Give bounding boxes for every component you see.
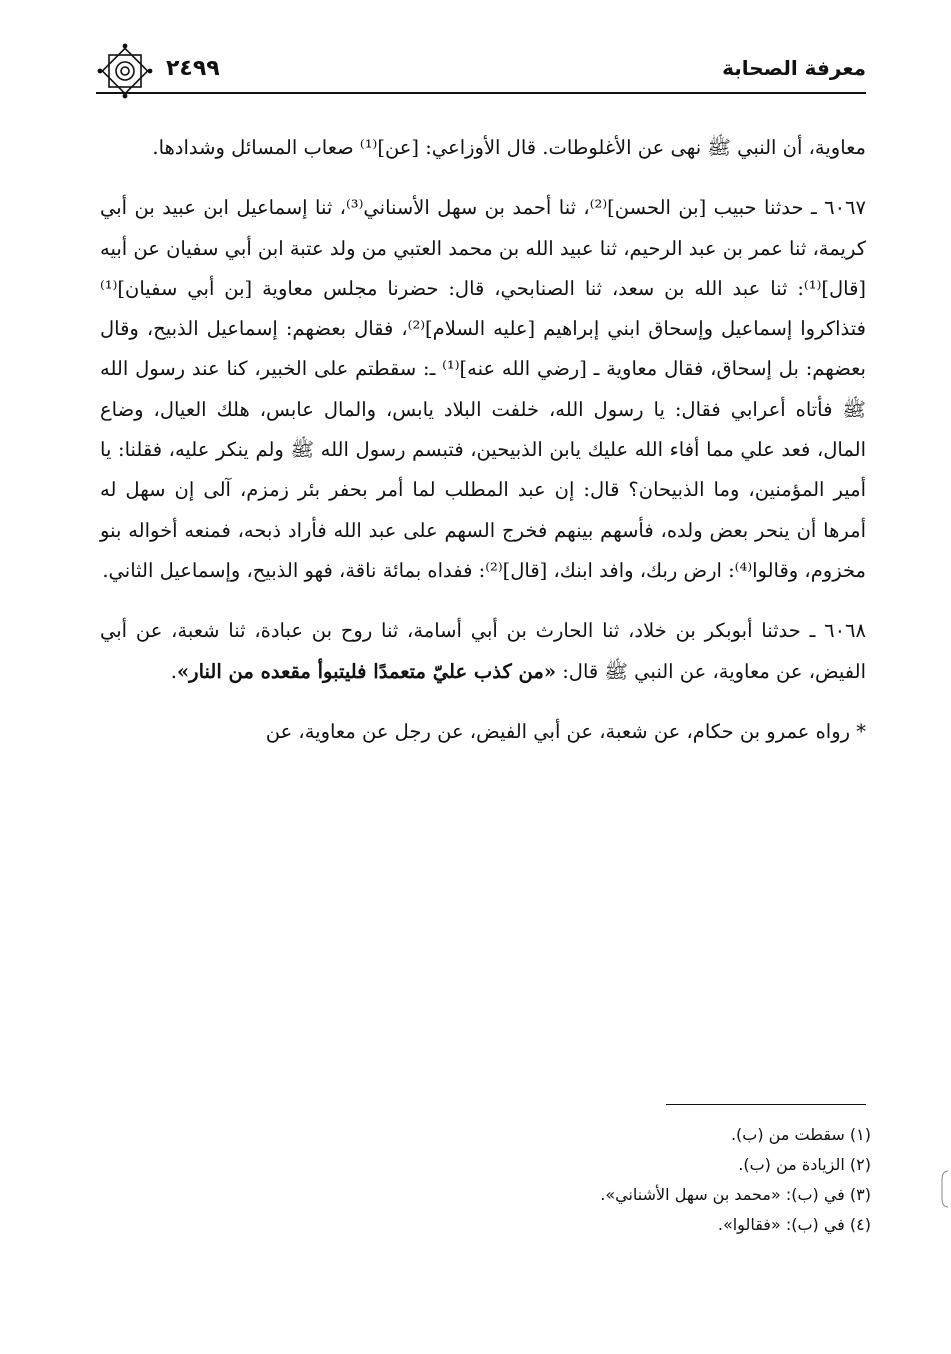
header-divider (96, 92, 866, 94)
page-number: ٢٤٩٩ (166, 56, 220, 81)
footnote-4: (٤) في (ب): «فقالوا». (717, 1215, 871, 1234)
narration-note: * رواه عمرو بن حكام، عن شعبة، عن أبي الفيض، عن رجل عن معاوية، عن (265, 719, 866, 743)
page-header (96, 44, 866, 92)
paragraph-continuation: معاوية، أن النبي ﷺ نهى عن الأغلوطات. قال الأوزاعي: [عن]⁽¹⁾ صعاب المسائل وشدادها. (152, 136, 866, 159)
hadith-6068-end: . (170, 659, 177, 683)
footnote-3: (٣) في (ب): «محمد بن سهل الأشناني». (600, 1185, 871, 1204)
footnote-divider (666, 1104, 866, 1105)
footnote-2: (٢) الزيادة من (ب). (738, 1155, 871, 1174)
footnote-1: (١) سقطت من (ب). (730, 1125, 871, 1144)
main-text (100, 128, 866, 752)
hadith-6068-isnad: ٦٠٦٨ ـ حدثنا أبوبكر بن خلاد، ثنا الحارث بن أبي أسامة، ثنا روح بن عبادة، ثنا شعبة، عن أبي الفيض، عن معاوية، عن النبي ﷺ قال: (100, 619, 867, 683)
hadith-6068 (100, 611, 866, 692)
hadith-6068-matn: «من كذب عليّ متعمدًا فليتبوأ مقعده من النار» (176, 659, 557, 683)
running-title: معرفة الصحابة (722, 56, 866, 80)
footnotes (300, 1120, 871, 1240)
margin-bracket-icon (941, 1170, 949, 1208)
hadith-6067: ٦٠٦٧ ـ حدثنا حبيب [بن الحسن]⁽²⁾، ثنا أحمد بن سهل الأسناني⁽³⁾، ثنا إسماعيل ابن عبيد بن أبي كريمة، ثنا عمر بن عبد الرحيم، ثنا عبيد الله بن محمد العتبي من ولد عتبة ابن أبي سفيان عن أبيه [قال]⁽¹⁾: ثنا عبد الله بن سعد، ثنا الصنابحي، قال: حضرنا مجلس معاوية [بن أبي سفيان]⁽¹⁾ فتذاكروا إسماعيل وإسحاق ابني إبراهيم [عليه السلام]⁽²⁾، فقال بعضهم: إسماعيل الذبيح، وقال بعضهم: بل إسحاق، فقال معاوية ـ [رضي الله عنه]⁽¹⁾ ـ: سقطتم على الخبير، كنا عند رسول الله ﷺ فأتاه أعرابي فقال: يا رسول الله، خلفت البلاد يابس، والمال عابس، هلك العيال، وضاع المال، فعد علي مما أفاء الله عليك يابن الذبيحين، فتبسم رسول الله ﷺ ولم ينكر عليه، فقلنا: يا أمير المؤمنين، وما الذبيحان؟ قال: إن عبد المطلب لما أمر بحفر بئر زمزم، آلى إن سهل له أمرها أن ينحر بعض ولده، فأسهم بينهم فخرج السهم على عبد الله فأراد ذبحه، فمنعه أخواله بنو مخزوم، وقالوا⁽⁴⁾: ارض ربك، وافد ابنك، [قال]⁽²⁾: ففداه بمائة ناقة، فهو الذبيح، وإسماعيل الثاني. (100, 196, 866, 582)
